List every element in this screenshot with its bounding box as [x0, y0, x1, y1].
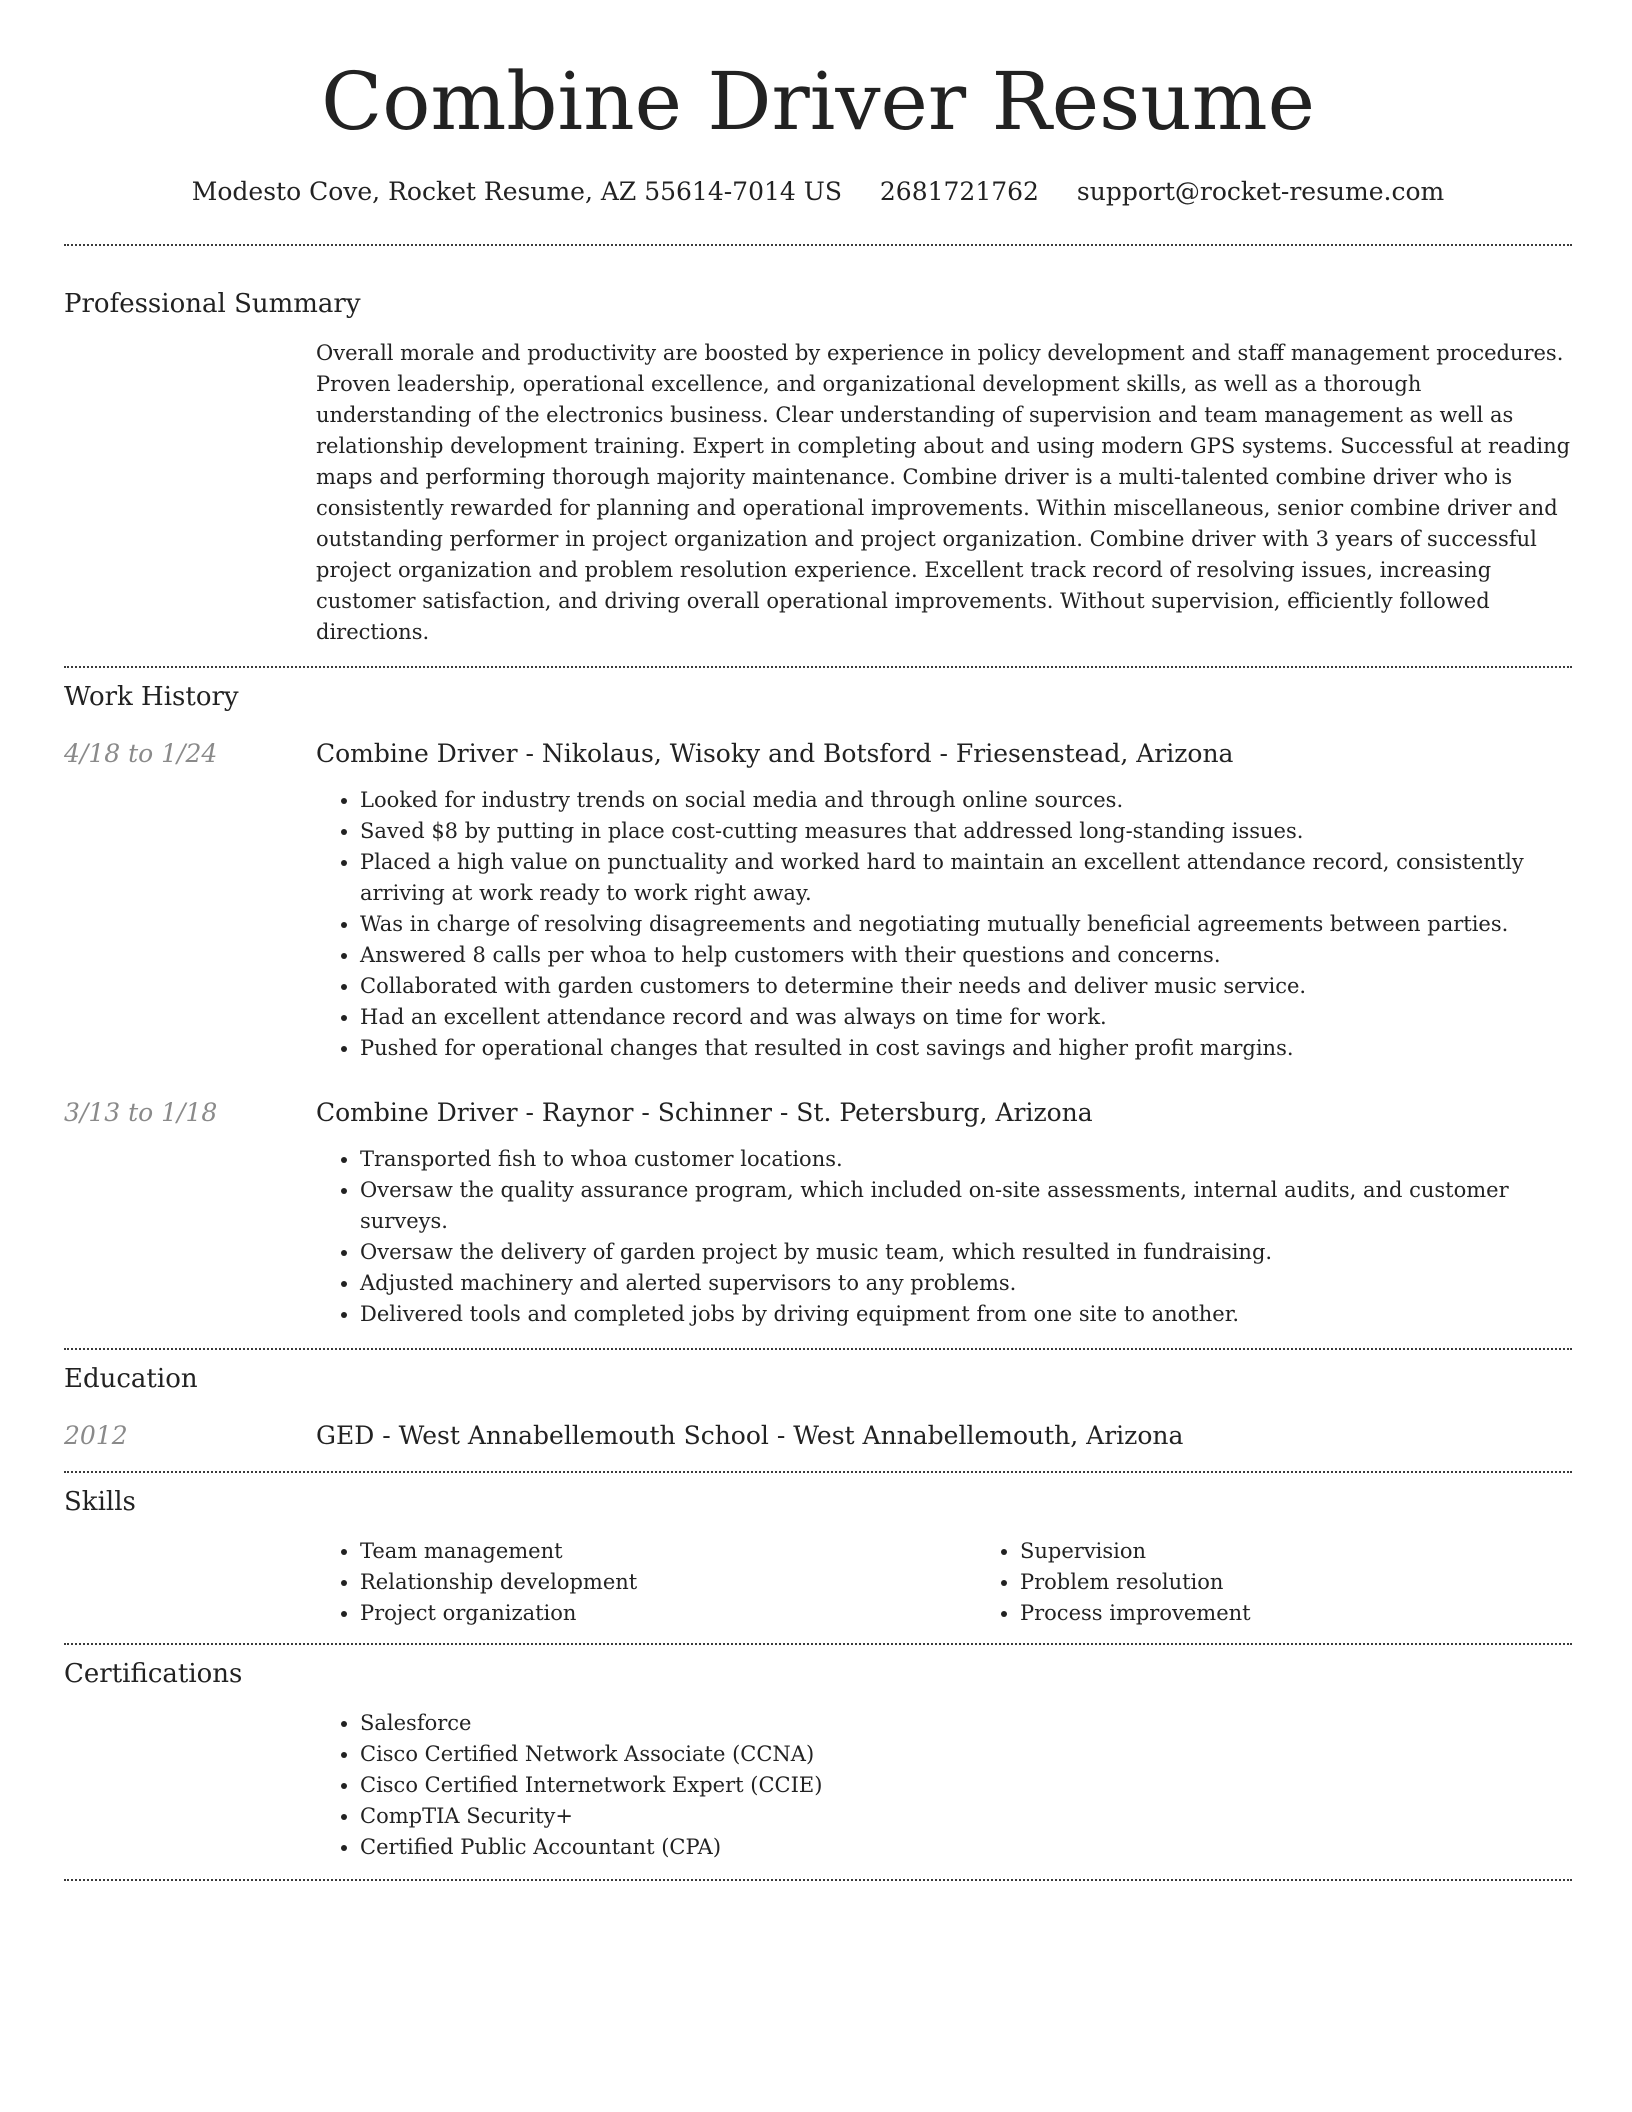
job-entry	[64, 737, 1572, 1064]
contact-line	[64, 174, 1572, 210]
contact-phone: 2681721762	[879, 177, 1039, 206]
certifications-section	[64, 1656, 1572, 1863]
certification-item: • Salesforce	[360, 1708, 1572, 1739]
job-bullet: • Had an excellent attendance record and was always on time for work.	[360, 1002, 1572, 1033]
job-bullet: • Transported fish to whoa customer locations.	[360, 1144, 1572, 1175]
skills-list-right	[976, 1536, 1632, 1629]
job-bullet: • Placed a high value on punctuality and worked hard to maintain an excellent attendance record, consistently arriving at work ready to work right away.	[360, 847, 1572, 909]
job-bullet: • Looked for industry trends on social media and through online sources.	[360, 785, 1572, 816]
job-bullet: • Saved $8 by putting in place cost-cutting measures that addressed long-standing issues.	[360, 816, 1572, 847]
job-bullet: • Oversaw the delivery of garden project by music team, which resulted in fundraising.	[360, 1237, 1572, 1268]
skill-item: • Project organization	[360, 1598, 976, 1629]
resume-page	[64, 0, 1572, 1881]
job-bullet: • Adjusted machinery and alerted supervisors to any problems.	[360, 1268, 1572, 1299]
divider	[64, 1643, 1572, 1645]
skills-section	[64, 1484, 1572, 1629]
skill-item: • Relationship development	[360, 1567, 976, 1598]
certification-item: • Certified Public Accountant (CPA)	[360, 1832, 1572, 1863]
divider	[64, 1879, 1572, 1881]
certification-item: • Cisco Certified Network Associate (CCNA)	[360, 1739, 1572, 1770]
skills-list-left	[316, 1536, 976, 1629]
job-bullets	[316, 785, 1572, 1064]
education-entry	[64, 1419, 1572, 1453]
job-bullets	[316, 1144, 1572, 1330]
job-entry	[64, 1096, 1572, 1330]
certification-item: • CompTIA Security+	[360, 1801, 1572, 1832]
certification-item: • Cisco Certified Internetwork Expert (CCIE)	[360, 1770, 1572, 1801]
job-bullet: • Was in charge of resolving disagreements and negotiating mutually beneficial agreements between parties.	[360, 909, 1572, 940]
resume-title: Combine Driver Resume	[321, 55, 1315, 148]
divider	[64, 244, 1572, 246]
contact-address: Modesto Cove, Rocket Resume, AZ 55614-7014 US	[191, 177, 842, 206]
divider	[64, 1471, 1572, 1473]
job-title: Combine Driver - Raynor - Schinner - St. Petersburg, Arizona	[316, 1098, 1093, 1127]
skills-heading: Skills	[64, 1487, 136, 1517]
job-dates: 3/13 to 1/18	[64, 1098, 218, 1127]
work-history-section	[64, 679, 1572, 1330]
certifications-list	[316, 1708, 1572, 1863]
skill-item: • Supervision	[1020, 1536, 1632, 1567]
job-dates: 4/18 to 1/24	[64, 739, 218, 768]
contact-email: support@rocket-resume.com	[1076, 177, 1445, 206]
skill-item: • Problem resolution	[1020, 1567, 1632, 1598]
job-bullet: • Pushed for operational changes that resulted in cost savings and higher profit margins.	[360, 1033, 1572, 1064]
summary-section	[64, 286, 1572, 648]
job-bullet: • Collaborated with garden customers to determine their needs and deliver music service.	[360, 971, 1572, 1002]
skill-item: • Team management	[360, 1536, 976, 1567]
job-bullet: • Answered 8 calls per whoa to help customers with their questions and concerns.	[360, 940, 1572, 971]
job-title: Combine Driver - Nikolaus, Wisoky and Botsford - Friesenstead, Arizona	[316, 739, 1234, 768]
education-title: GED - West Annabellemouth School - West Annabellemouth, Arizona	[316, 1421, 1184, 1450]
job-bullet: • Oversaw the quality assurance program, which included on-site assessments, internal audits, and customer surveys.	[360, 1175, 1572, 1237]
work-history-heading: Work History	[64, 682, 239, 712]
certifications-heading: Certifications	[64, 1659, 243, 1689]
summary-heading: Professional Summary	[64, 289, 361, 319]
education-section	[64, 1361, 1572, 1453]
education-year: 2012	[64, 1421, 128, 1450]
divider	[64, 1348, 1572, 1350]
divider	[64, 666, 1572, 668]
summary-text: Overall morale and productivity are boosted by experience in policy development and staff management procedures. Proven leadership, operational excellence, and organizational development skills, as well as a thorough understanding of the electronics business. Clear understanding of supervision and team management as well as relationship development training. Expert in completing about and using modern GPS systems. Successful at reading maps and performing thorough majority maintenance. Combine driver is a multi-talented combine driver who is consistently rewarded for planning and operational improvements. Within miscellaneous, senior combine driver and outstanding performer in project organization and project organization. Combine driver with 3 years of successful project organization and problem resolution experience. Excellent track record of resolving issues, increasing customer satisfaction, and driving overall operational improvements. Without supervision, efficiently followed directions.	[316, 341, 1571, 644]
skills-grid	[316, 1536, 1572, 1629]
job-bullet: • Delivered tools and completed jobs by driving equipment from one site to another.	[360, 1299, 1572, 1330]
education-heading: Education	[64, 1364, 198, 1394]
skill-item: • Process improvement	[1020, 1598, 1632, 1629]
